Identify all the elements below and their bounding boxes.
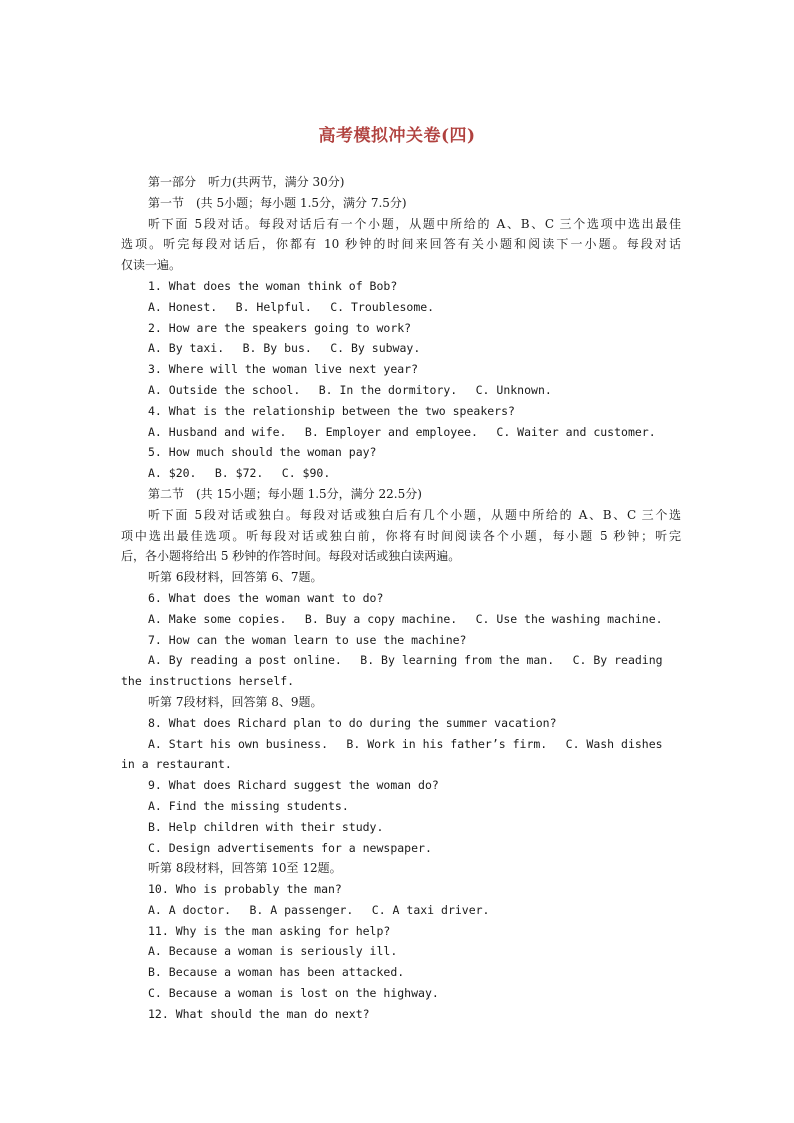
- question-1-options: A. Honest. B. Helpful. C. Troublesome.: [148, 299, 435, 314]
- question-9-option-b: B. Help children with their study.: [148, 819, 384, 834]
- question-4: 4. What is the relationship between the two speakers?: [148, 403, 515, 418]
- page-title: 高考模拟冲关卷(四): [318, 126, 476, 146]
- question-11-option-a: A. Because a woman is seriously ill.: [148, 944, 398, 959]
- question-10: 10. Who is probably the man?: [148, 882, 342, 897]
- section2-heading: 第二节 (共 15小题；每小题 1.5分，满分 22.5分): [148, 486, 422, 501]
- question-7-options-cont: the instructions herself.: [121, 674, 295, 689]
- question-11-option-c: C. Because a woman is lost on the highway.: [148, 986, 439, 1001]
- question-8-options: A. Start his own business. B. Work in his father’s firm. C. Wash dishes: [148, 736, 663, 751]
- question-6-options: A. Make some copies. B. Buy a copy machine. C. Use the washing machine.: [148, 611, 663, 626]
- question-5-options: A. $20. B. $72. C. $90.: [148, 466, 331, 481]
- material-8-heading: 听第 8段材料，回答第 10至 12题。: [148, 861, 342, 876]
- question-9-option-c: C. Design advertisements for a newspaper.: [148, 840, 432, 855]
- section2-instruction-line: 后，各小题将给出 5 秒钟的作答时间。每段对话或独白读两遍。: [121, 549, 461, 564]
- part1-heading: 第一部分 听力(共两节，满分 30分): [148, 175, 345, 189]
- section2-instruction-line: 听下面 5段对话或独白。每段对话或独白后有几个小题，从题中所给的 A、B、C 三个选: [148, 507, 681, 522]
- question-11: 11. Why is the man asking for help?: [148, 923, 391, 938]
- question-12: 12. What should the man do next?: [148, 1006, 370, 1021]
- material-6-heading: 听第 6段材料，回答第 6、7题。: [148, 570, 323, 585]
- question-3-options: A. Outside the school. B. In the dormitory. C. Unknown.: [148, 382, 552, 397]
- question-6: 6. What does the woman want to do?: [148, 590, 384, 605]
- question-5: 5. How much should the woman pay?: [148, 445, 377, 460]
- question-3: 3. Where will the woman live next year?: [148, 362, 419, 377]
- exam-body: [121, 172, 681, 1025]
- question-1: 1. What does the woman think of Bob?: [148, 278, 398, 293]
- question-10-options: A. A doctor. B. A passenger. C. A taxi driver.: [148, 902, 490, 917]
- section1-heading: 第一节 (共 5小题；每小题 1.5分，满分 7.5分): [148, 195, 407, 210]
- question-11-option-b: B. Because a woman has been attacked.: [148, 965, 405, 980]
- question-7-options: A. By reading a post online. B. By learning from the man. C. By reading: [148, 653, 663, 668]
- question-8: 8. What does Richard plan to do during the summer vacation?: [148, 715, 557, 730]
- question-2-options: A. By taxi. B. By bus. C. By subway.: [148, 341, 421, 356]
- section1-instruction-line: 仅读一遍。: [121, 258, 182, 273]
- question-8-options-cont: in a restaurant.: [121, 757, 232, 772]
- section2-instruction-line: 项中选出最佳选项。听每段对话或独白前，你将有时间阅读各个小题，每小题 5 秒钟；听完: [121, 528, 681, 543]
- question-4-options: A. Husband and wife. B. Employer and employee. C. Waiter and customer.: [148, 424, 656, 439]
- material-7-heading: 听第 7段材料，回答第 8、9题。: [148, 694, 323, 709]
- section1-instruction-line: 听下面 5段对话。每段对话后有一个小题，从题中所给的 A、B、C 三个选项中选出最佳: [148, 216, 681, 231]
- question-7: 7. How can the woman learn to use the machine?: [148, 632, 467, 647]
- section1-instruction-line: 选项。听完每段对话后，你都有 10 秒钟的时间来回答有关小题和阅读下一小题。每段对话: [121, 237, 681, 252]
- question-2: 2. How are the speakers going to work?: [148, 320, 412, 335]
- question-9: 9. What does Richard suggest the woman do?: [148, 778, 439, 793]
- question-9-option-a: A. Find the missing students.: [148, 798, 349, 813]
